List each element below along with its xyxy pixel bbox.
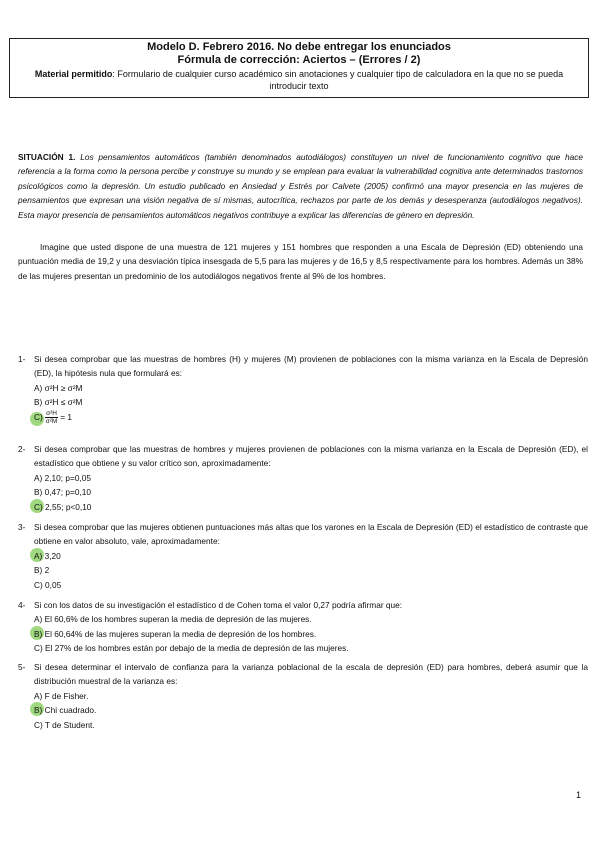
- option-b[interactable]: B) El 60,64% de las mujeres superan la media de depresión de los hombres.: [34, 627, 588, 641]
- question-stem: Si desea comprobar que las mujeres obtienen puntuaciones más altas que los varones en la Escala de Depresión (ED) el estadístico de contraste que obtiene en valor absoluto, vale, aproximadamente:: [34, 522, 588, 547]
- material-text: : Formulario de cualquier curso académico sin anotaciones y cualquier tipo de calculadora en la que no se pueda introducir texto: [112, 69, 564, 91]
- option-c[interactable]: C) 2,55; p<0,10: [34, 500, 588, 514]
- question-5: 5- Si desea determinar el intervalo de confianza para la varianza poblacional de la escala de depresión (ED) para hombres, deberá asumir que la distribución muestral de la varianza es: A) F de Fisher. B) Chi cuadrado. C) T de Student.: [18, 660, 588, 732]
- page-number: 1: [575, 790, 581, 800]
- option-b[interactable]: B) σ²H ≤ σ²M: [34, 397, 83, 408]
- option-b[interactable]: B) 2: [34, 565, 50, 576]
- situation-text: [18, 150, 583, 222]
- option-c[interactable]: C) 0,05: [34, 579, 62, 590]
- question-stem: Si con los datos de su investigación el estadístico d de Cohen toma el valor 0,27 podría afirmar que:: [34, 600, 403, 610]
- question-stem: Si desea comprobar que las muestras de hombres y mujeres provienen de poblaciones con la misma varianza en la Escala de Depresión (ED), el estadístico que obtiene y su valor crítico son, aproximadamente:: [34, 444, 588, 469]
- option-a[interactable]: A) F de Fisher.: [34, 690, 89, 701]
- option-a[interactable]: A) 3,20: [34, 549, 588, 563]
- situation-label: SITUACIÓN 1.: [18, 152, 76, 162]
- header-material: [10, 67, 588, 92]
- question-1: [18, 352, 588, 430]
- option-a[interactable]: A) σ²H ≥ σ²M: [34, 382, 83, 393]
- question-3: 3- Si desea comprobar que las mujeres obtienen puntuaciones más altas que los varones en la Escala de Depresión (ED) el estadístico de contraste que obtiene en valor absoluto, vale, aproximadamente: A) 3,20 B) 2 C) 0,05: [18, 520, 588, 592]
- question-2: 2- Si desea comprobar que las muestras de hombres y mujeres provienen de poblaciones con la misma varianza en la Escala de Depresión (ED), el estadístico que obtiene y su valor crítico son, aproximadamente: A) 2,10; p=0,05 B) 0,47; p=0,10 C) 2,55; p<0,10: [18, 442, 588, 514]
- option-a[interactable]: A) 2,10; p=0,05: [34, 472, 91, 483]
- option-c[interactable]: C) El 27% de los hombres están por debajo de la media de depresión de las mujeres.: [34, 643, 349, 654]
- question-4: 4- Si con los datos de su investigación el estadístico d de Cohen toma el valor 0,27 podría afirmar que: A) El 60,6% de los hombres superan la media de depresión de las mujeres. B) El 60,64% de las mujeres superan la media de depresión de los hombres. C) El 27% de los hombres están por debajo de la media de depresión de las mujeres.: [18, 598, 588, 656]
- question-stem: Si desea determinar el intervalo de confianza para la varianza poblacional de la escala de depresión (ED) para hombres, deberá asumir que la distribución muestral de la varianza es:: [34, 662, 588, 687]
- header-box: [9, 38, 589, 98]
- option-b[interactable]: B) Chi cuadrado.: [34, 703, 588, 717]
- question-number: 1-: [18, 354, 26, 364]
- option-c[interactable]: C) T de Student.: [34, 719, 95, 730]
- intro-paragraph: Imagine que usted dispone de una muestra de 121 mujeres y 151 hombres que responden a una Escala de Depresión (ED) obteniendo una puntuación media de 19,2 y una desviación típica insesgada de 5,5 para las mujeres y de 16,5 y 8,5 respectivamente para los hombres. Además un 38% de las mujeres presentan un predominio de los autodiálogos negativos frente al 9% de los hombres.: [18, 242, 583, 281]
- situation-body: Los pensamientos automáticos (también denominados autodiálogos) constituyen un nivel de funcionamiento cognitivo que hace referencia a la forma como la persona percibe y construye su mundo y se emplean para evaluar la vulnerabilidad cognitiva ante determinados trastornos psicológicos como la depresión. Un estudio publicado en Ansiedad y Estrés por Calvete (2005) confirmó una mayor presencia en las mujeres de pensamientos que expresan una visión negativa de sí mismas, autocrítica, rechazos por parte de los demás y desesperanza (autodiálogos negativos). Esta mayor presencia de pensamientos automáticos negativos contribuye a explicar las diferencias de género en depresión.: [18, 152, 583, 220]
- material-label: Material permitido: [34, 69, 113, 79]
- header-formula: Fórmula de corrección: Aciertos – (Errores / 2): [177, 54, 421, 66]
- header-title: Modelo D. Febrero 2016. No debe entregar los enunciados: [147, 41, 451, 53]
- variance-ratio: $\frac{\text{σ²H}}{\text{σ²M}}$: [45, 409, 58, 425]
- option-b[interactable]: B) 0,47; p=0,10: [34, 487, 91, 498]
- option-c[interactable]: C) $\frac{\text{σ²H}}{\text{σ²M}}$ = 1: [34, 410, 588, 430]
- option-a[interactable]: A) El 60,6% de los hombres superan la media de depresión de las mujeres.: [34, 614, 312, 625]
- question-stem: Si desea comprobar que las muestras de hombres (H) y mujeres (M) provienen de poblaciones con la misma varianza en la Escala de Depresión (ED), la hipótesis nula que formulará es:: [34, 354, 588, 379]
